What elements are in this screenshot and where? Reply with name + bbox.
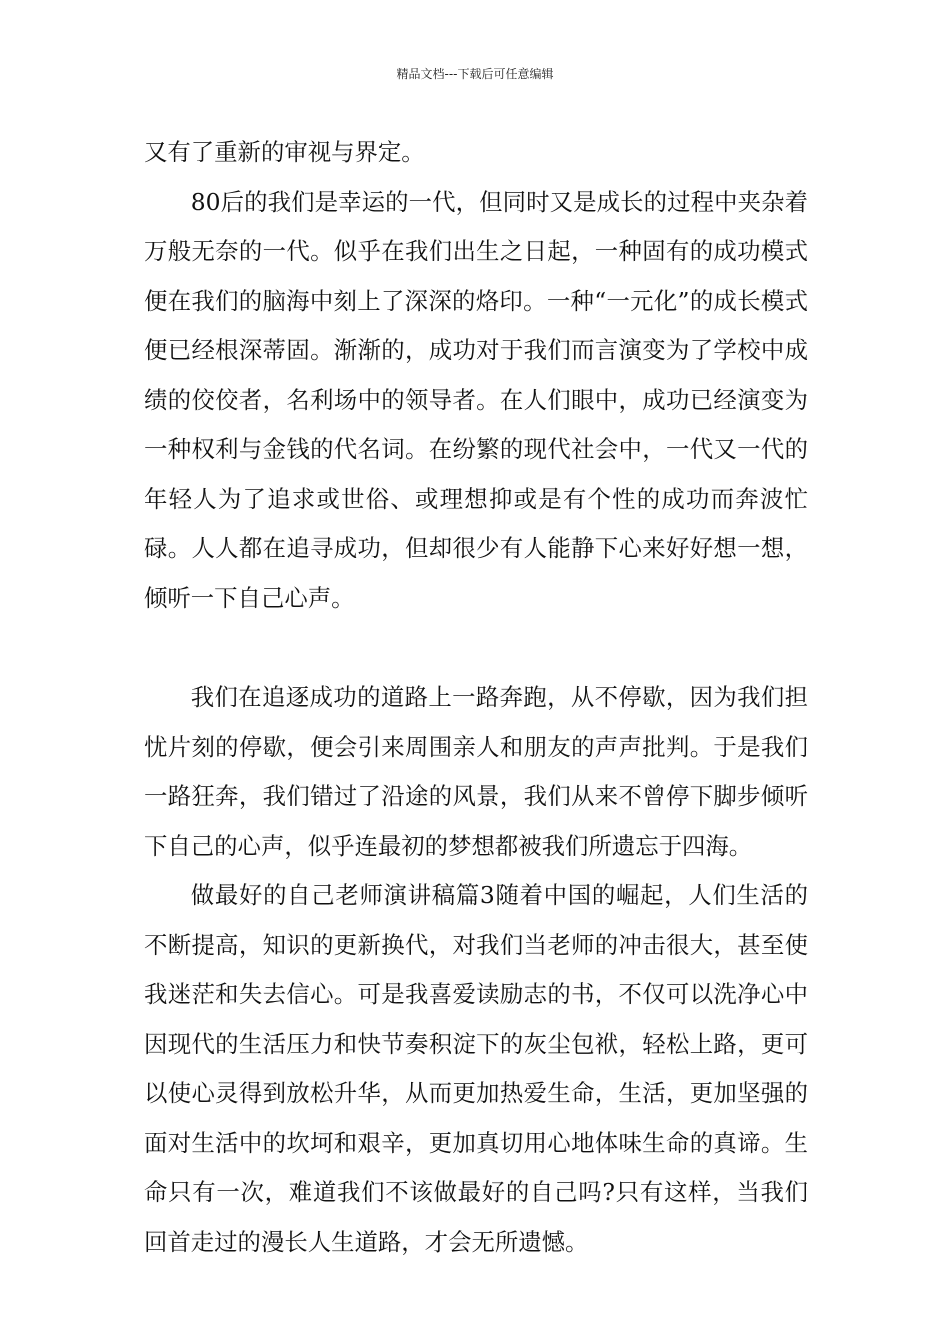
document-body bbox=[144, 128, 808, 1267]
page-header: 精品文档---下载后可任意编辑 bbox=[396, 67, 554, 81]
paragraph-pursuit: 我们在追逐成功的道路上一路奔跑，从不停歇，因为我们担忧片刻的停歇，便会引来周围亲人和朋友的声声批判。于是我们一路狂奔，我们错过了沿途的风景，我们从来不曾停下脚步倾听下自己的心声，似乎连最初的梦想都被我们所遗忘于四海。 bbox=[144, 683, 808, 860]
paragraph-80s-generation: 80后的我们是幸运的一代，但同时又是成长的过程中夹杂着万般无奈的一代。似乎在我们出生之日起，一种固有的成功模式便在我们的脑海中刻上了深深的烙印。一种“一元化”的成长模式便已经根深蒂固。渐渐的，成功对于我们而言演变为了学校中成绩的佼佼者，名利场中的领导者。在人们眼中，成功已经演变为一种权利与金钱的代名词。在纷繁的现代社会中，一代又一代的年轻人为了追求或世俗、或理想抑或是有个性的成功而奔波忙碌。人人都在追寻成功，但却很少有人能静下心来好好想一想，倾听一下自己心声。 bbox=[144, 187, 808, 612]
paragraph-continuation: 又有了重新的审视与界定。 bbox=[144, 138, 425, 166]
paragraph-speech-part-3: 做最好的自己老师演讲稿篇3随着中国的崛起，人们生活的不断提高，知识的更新换代，对我们当老师的冲击很大，甚至使我迷茫和失去信心。可是我喜爱读励志的书，不仅可以洗净心中因现代的生活压力和快节奏积淀下的灰尘包袱，轻松上路，更可以使心灵得到放松升华，从而更加热爱生命，生活，更加坚强的面对生活中的坎坷和艰辛，更加真切用心地体味生命的真谛。生命只有一次，难道我们不该做最好的自己吗?只有这样，当我们回首走过的漫长人生道路，才会无所遗憾。 bbox=[144, 881, 808, 1256]
paragraph-spacer bbox=[144, 623, 808, 673]
